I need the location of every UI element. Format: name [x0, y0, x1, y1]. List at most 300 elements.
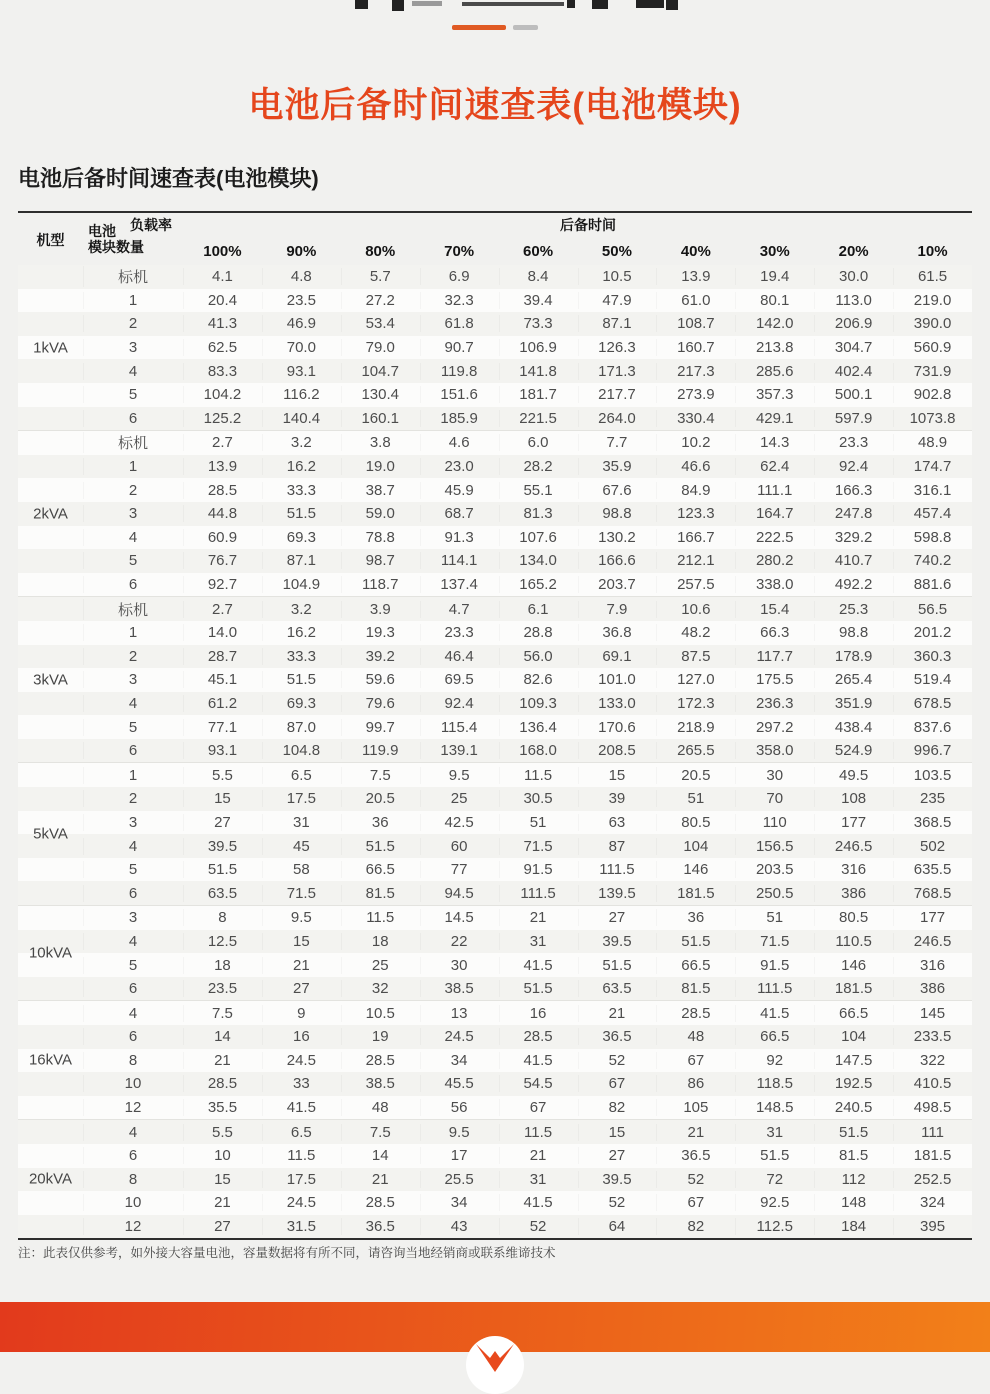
backup-time-cell: 21: [499, 1147, 578, 1164]
table-row: [18, 455, 972, 479]
backup-time-cell: 10.5: [341, 1005, 420, 1022]
backup-time-cell: 60: [420, 838, 499, 855]
backup-time-cell: 28.5: [341, 1194, 420, 1211]
backup-time-cell: 15: [578, 1124, 657, 1141]
backup-time-cell: 265.5: [656, 742, 735, 759]
percent-col-header: 20%: [838, 242, 869, 260]
backup-time-cell: 386: [814, 885, 893, 902]
header-image-fragment: [462, 2, 564, 6]
model-group: [18, 905, 972, 1000]
module-count-cell: 2: [83, 315, 183, 332]
backup-time-cell: 28.2: [499, 458, 578, 475]
backup-time-cell: 79.0: [341, 339, 420, 356]
backup-time-cell: 63.5: [183, 885, 262, 902]
model-group: [18, 762, 972, 905]
table-row: [18, 739, 972, 763]
backup-time-cell: 49.5: [814, 767, 893, 784]
backup-time-cell: 264.0: [578, 410, 657, 427]
backup-time-cell: 30.0: [814, 268, 893, 285]
table-row: [18, 289, 972, 313]
backup-time-cell: 130.4: [341, 386, 420, 403]
backup-time-cell: 92: [735, 1052, 814, 1069]
backup-time-cell: 41.5: [499, 957, 578, 974]
backup-time-cell: 142.0: [735, 315, 814, 332]
backup-time-cell: 4.7: [420, 601, 499, 618]
backup-time-cell: 41.5: [262, 1099, 341, 1116]
backup-time-cell: 36.5: [341, 1218, 420, 1235]
backup-time-cell: 67.6: [578, 482, 657, 499]
module-count-cell: 1: [83, 767, 183, 784]
backup-time-cell: 101.0: [578, 671, 657, 688]
backup-time-cell: 2.7: [183, 434, 262, 451]
backup-time-cell: 635.5: [893, 861, 972, 878]
backup-time-cell: 7.9: [578, 601, 657, 618]
percent-col-header: 10%: [917, 242, 948, 260]
backup-time-cell: 72: [735, 1171, 814, 1188]
module-count-cell: 12: [83, 1218, 183, 1235]
backup-time-cell: 126.3: [578, 339, 657, 356]
header-image-fragment: [392, 0, 404, 11]
backup-time-cell: 9.5: [262, 909, 341, 926]
module-count-cell: 标机: [83, 432, 183, 453]
backup-time-cell: 81.5: [814, 1147, 893, 1164]
backup-time-cell: 91.3: [420, 529, 499, 546]
backup-time-cell: 174.7: [893, 458, 972, 475]
backup-time-cell: 19.0: [341, 458, 420, 475]
backup-time-cell: 78.8: [341, 529, 420, 546]
backup-time-cell: 41.5: [499, 1194, 578, 1211]
percent-col-header: 90%: [286, 242, 317, 260]
battery-modules-header-line2: 模块数量: [88, 239, 144, 255]
backup-time-cell: 39.4: [499, 292, 578, 309]
backup-time-cell: 63.5: [578, 980, 657, 997]
backup-time-cell: 203.7: [578, 576, 657, 593]
model-label: 3kVA: [33, 671, 68, 689]
table-row: [18, 834, 972, 858]
backup-time-cell: 395: [893, 1218, 972, 1235]
backup-time-cell: 80.5: [656, 814, 735, 831]
backup-time-cell: 252.5: [893, 1171, 972, 1188]
backup-time-cell: 19.3: [341, 624, 420, 641]
backup-time-cell: 368.5: [893, 814, 972, 831]
backup-time-cell: 172.3: [656, 695, 735, 712]
backup-time-cell: 79.6: [341, 695, 420, 712]
model-group: [18, 596, 972, 762]
backup-time-cell: 36: [341, 814, 420, 831]
backup-time-cell: 55.1: [499, 482, 578, 499]
header-image-fragment: [636, 0, 664, 8]
backup-time-cell: 148.5: [735, 1099, 814, 1116]
backup-time-cell: 133.0: [578, 695, 657, 712]
backup-time-cell: 67: [656, 1194, 735, 1211]
backup-time-cell: 38.7: [341, 482, 420, 499]
backup-time-cell: 285.6: [735, 363, 814, 380]
backup-time-cell: 28.8: [499, 624, 578, 641]
backup-time-cell: 17: [420, 1147, 499, 1164]
backup-time-cell: 177: [893, 909, 972, 926]
backup-time-cell: 30.5: [499, 790, 578, 807]
backup-time-cell: 104: [656, 838, 735, 855]
backup-time-cell: 3.2: [262, 434, 341, 451]
backup-time-cell: 130.2: [578, 529, 657, 546]
backup-time-cell: 46.6: [656, 458, 735, 475]
backup-time-cell: 34: [420, 1194, 499, 1211]
backup-time-cell: 92.4: [420, 695, 499, 712]
backup-time-cell: 9: [262, 1005, 341, 1022]
table-row: [18, 573, 972, 597]
backup-time-cell: 12.5: [183, 933, 262, 950]
backup-time-cell: 21: [656, 1124, 735, 1141]
backup-time-cell: 246.5: [814, 838, 893, 855]
table-row: [18, 526, 972, 550]
backup-time-cell: 166.7: [656, 529, 735, 546]
model-group: [18, 1000, 972, 1119]
backup-time-cell: 33.3: [262, 482, 341, 499]
backup-time-cell: 32.3: [420, 292, 499, 309]
backup-time-cell: 139.5: [578, 885, 657, 902]
backup-time-cell: 206.9: [814, 315, 893, 332]
backup-time-cell: 329.2: [814, 529, 893, 546]
backup-time-cell: 10.5: [578, 268, 657, 285]
backup-time-cell: 304.7: [814, 339, 893, 356]
backup-time-cell: 15: [183, 1171, 262, 1188]
backup-time-cell: 502: [893, 838, 972, 855]
backup-time-cell: 52: [578, 1052, 657, 1069]
backup-time-cell: 147.5: [814, 1052, 893, 1069]
backup-time-cell: 492.2: [814, 576, 893, 593]
backup-time-cell: 107.6: [499, 529, 578, 546]
brand-logo-icon: [466, 1336, 524, 1394]
backup-time-cell: 457.4: [893, 505, 972, 522]
backup-time-cell: 170.6: [578, 719, 657, 736]
backup-time-cell: 358.0: [735, 742, 814, 759]
backup-time-cell: 273.9: [656, 386, 735, 403]
backup-time-cell: 56: [420, 1099, 499, 1116]
backup-time-cell: 236.3: [735, 695, 814, 712]
backup-time-cell: 45.1: [183, 671, 262, 688]
backup-time-cell: 112: [814, 1171, 893, 1188]
backup-time-cell: 148: [814, 1194, 893, 1211]
battery-modules-header: [88, 223, 144, 255]
backup-time-cell: 77.1: [183, 719, 262, 736]
backup-time-cell: 51: [656, 790, 735, 807]
backup-time-cell: 36.8: [578, 624, 657, 641]
backup-time-cell: 51.5: [341, 838, 420, 855]
backup-time-cell: 13.9: [183, 458, 262, 475]
backup-time-cell: 175.5: [735, 671, 814, 688]
backup-time-cell: 59.6: [341, 671, 420, 688]
backup-time-cell: 51.5: [578, 957, 657, 974]
backup-time-cell: 233.5: [893, 1028, 972, 1045]
module-count-cell: 5: [83, 552, 183, 569]
header-image-fragment: [355, 0, 368, 9]
backup-time-cell: 123.3: [656, 505, 735, 522]
carousel-dash-active[interactable]: [452, 25, 506, 30]
backup-time-cell: 60.9: [183, 529, 262, 546]
backup-time-cell: 25: [420, 790, 499, 807]
backup-time-cell: 115.4: [420, 719, 499, 736]
backup-time-cell: 17.5: [262, 790, 341, 807]
backup-time-cell: 7.5: [341, 1124, 420, 1141]
backup-time-cell: 83.3: [183, 363, 262, 380]
module-count-cell: 10: [83, 1075, 183, 1092]
backup-time-cell: 127.0: [656, 671, 735, 688]
module-count-cell: 8: [83, 1171, 183, 1188]
backup-time-cell: 39.2: [341, 648, 420, 665]
backup-time-cell: 265.4: [814, 671, 893, 688]
table-row: [18, 549, 972, 573]
backup-time-cell: 201.2: [893, 624, 972, 641]
backup-time-cell: 1073.8: [893, 410, 972, 427]
backup-time-cell: 8: [183, 909, 262, 926]
backup-time-cell: 92.7: [183, 576, 262, 593]
backup-time-cell: 146: [656, 861, 735, 878]
model-label: 16kVA: [28, 1051, 73, 1069]
backup-time-cell: 27: [578, 909, 657, 926]
backup-time-cell: 16: [262, 1028, 341, 1045]
backup-time-cell: 28.5: [183, 1075, 262, 1092]
percent-col-header: 70%: [444, 242, 475, 260]
backup-time-cell: 91.5: [735, 957, 814, 974]
table-row: [18, 1168, 972, 1192]
backup-time-cell: 524.9: [814, 742, 893, 759]
backup-time-cell: 67: [578, 1075, 657, 1092]
backup-time-cell: 23.3: [814, 434, 893, 451]
backup-time-cell: 117.7: [735, 648, 814, 665]
backup-time-cell: 36: [656, 909, 735, 926]
backup-time-cell: 33: [262, 1075, 341, 1092]
backup-time-cell: 58: [262, 861, 341, 878]
backup-time-cell: 69.3: [262, 695, 341, 712]
table-row: [18, 977, 972, 1001]
module-count-cell: 6: [83, 885, 183, 902]
backup-time-cell: 54.5: [499, 1075, 578, 1092]
backup-time-cell: 6.5: [262, 1124, 341, 1141]
table-row: [18, 1001, 972, 1025]
backup-time-cell: 3.9: [341, 601, 420, 618]
backup-time-cell: 84.9: [656, 482, 735, 499]
backup-time-cell: 171.3: [578, 363, 657, 380]
backup-time-cell: 32: [341, 980, 420, 997]
backup-time-cell: 14.5: [420, 909, 499, 926]
backup-time-cell: 38.5: [420, 980, 499, 997]
percent-col-header: 50%: [601, 242, 632, 260]
backup-time-cell: 118.5: [735, 1075, 814, 1092]
backup-time-cell: 181.7: [499, 386, 578, 403]
backup-time-cell: 11.5: [262, 1147, 341, 1164]
backup-time-cell: 240.5: [814, 1099, 893, 1116]
table-row: [18, 383, 972, 407]
backup-time-cell: 111: [893, 1124, 972, 1141]
backup-time-cell: 99.7: [341, 719, 420, 736]
backup-time-cell: 51.5: [262, 505, 341, 522]
backup-time-cell: 119.8: [420, 363, 499, 380]
backup-time-cell: 39.5: [578, 1171, 657, 1188]
backup-time-cell: 66.3: [735, 624, 814, 641]
backup-time-cell: 51.5: [183, 861, 262, 878]
table-row: [18, 1025, 972, 1049]
backup-time-cell: 46.4: [420, 648, 499, 665]
backup-time-cell: 33.3: [262, 648, 341, 665]
backup-time-cell: 146: [814, 957, 893, 974]
module-count-cell: 6: [83, 576, 183, 593]
backup-time-cell: 11.5: [499, 767, 578, 784]
backup-time-cell: 51.5: [735, 1147, 814, 1164]
backup-time-cell: 15.4: [735, 601, 814, 618]
backup-time-cell: 110.5: [814, 933, 893, 950]
backup-time-cell: 24.5: [420, 1028, 499, 1045]
backup-time-cell: 36.5: [578, 1028, 657, 1045]
backup-time-cell: 51.5: [499, 980, 578, 997]
backup-time-cell: 114.1: [420, 552, 499, 569]
backup-time-cell: 498.5: [893, 1099, 972, 1116]
table-row: [18, 811, 972, 835]
backup-time-cell: 390.0: [893, 315, 972, 332]
module-count-cell: 6: [83, 1147, 183, 1164]
backup-time-cell: 31: [499, 1171, 578, 1188]
backup-time-cell: 137.4: [420, 576, 499, 593]
backup-time-cell: 3.8: [341, 434, 420, 451]
backup-time-cell: 27: [578, 1147, 657, 1164]
backup-time-cell: 165.2: [499, 576, 578, 593]
backup-time-cell: 6.1: [499, 601, 578, 618]
backup-time-cell: 16: [499, 1005, 578, 1022]
percent-col-header: 30%: [759, 242, 790, 260]
backup-time-cell: 71.5: [262, 885, 341, 902]
backup-time-cell: 13.9: [656, 268, 735, 285]
backup-time-cell: 316.1: [893, 482, 972, 499]
backup-time-cell: 104.7: [341, 363, 420, 380]
table-row: [18, 478, 972, 502]
backup-time-cell: 77: [420, 861, 499, 878]
backup-time-cell: 61.5: [893, 268, 972, 285]
percent-col-header: 80%: [365, 242, 396, 260]
backup-time-cell: 134.0: [499, 552, 578, 569]
table-row: [18, 787, 972, 811]
module-count-cell: 6: [83, 410, 183, 427]
backup-time-cell: 109.3: [499, 695, 578, 712]
backup-time-cell: 902.8: [893, 386, 972, 403]
backup-time-cell: 87.1: [262, 552, 341, 569]
backup-time-cell: 67: [656, 1052, 735, 1069]
backup-time-cell: 98.7: [341, 552, 420, 569]
backup-time-cell: 15: [262, 933, 341, 950]
table-row: [18, 1144, 972, 1168]
backup-time-cell: 221.5: [499, 410, 578, 427]
backup-time-cell: 59.0: [341, 505, 420, 522]
backup-time-cell: 996.7: [893, 742, 972, 759]
backup-time-cell: 111.1: [735, 482, 814, 499]
backup-time-cell: 48: [656, 1028, 735, 1045]
backup-time-cell: 104.2: [183, 386, 262, 403]
module-count-cell: 标机: [83, 266, 183, 287]
backup-time-cell: 104.8: [262, 742, 341, 759]
backup-time-cell: 27.2: [341, 292, 420, 309]
backup-time-cell: 22: [420, 933, 499, 950]
backup-time-cell: 837.6: [893, 719, 972, 736]
backup-time-cell: 500.1: [814, 386, 893, 403]
backup-time-cell: 13: [420, 1005, 499, 1022]
table-row: [18, 336, 972, 360]
backup-time-cell: 98.8: [578, 505, 657, 522]
backup-time-cell: 31.5: [262, 1218, 341, 1235]
backup-time-cell: 28.5: [183, 482, 262, 499]
backup-time-cell: 105: [656, 1099, 735, 1116]
backup-time-cell: 92.5: [735, 1194, 814, 1211]
backup-time-cell: 212.1: [656, 552, 735, 569]
table-row: [18, 431, 972, 455]
backup-time-cell: 31: [735, 1124, 814, 1141]
backup-time-cell: 15: [183, 790, 262, 807]
backup-time-cell: 21: [341, 1171, 420, 1188]
backup-time-cell: 218.9: [656, 719, 735, 736]
backup-time-cell: 67: [499, 1099, 578, 1116]
carousel-dash-inactive[interactable]: [513, 25, 538, 30]
backup-time-cell: 21: [499, 909, 578, 926]
module-count-cell: 4: [83, 529, 183, 546]
backup-time-cell: 351.9: [814, 695, 893, 712]
backup-time-cell: 69.3: [262, 529, 341, 546]
backup-time-cell: 27: [183, 814, 262, 831]
backup-time-cell: 438.4: [814, 719, 893, 736]
backup-time-cell: 247.8: [814, 505, 893, 522]
backup-time-cell: 39.5: [183, 838, 262, 855]
table-row: [18, 930, 972, 954]
backup-time-cell: 166.3: [814, 482, 893, 499]
module-count-cell: 4: [83, 933, 183, 950]
backup-time-cell: 410.7: [814, 552, 893, 569]
backup-time-cell: 82: [656, 1218, 735, 1235]
backup-time-cell: 136.4: [499, 719, 578, 736]
module-count-cell: 3: [83, 339, 183, 356]
backup-time-cell: 740.2: [893, 552, 972, 569]
backup-time-cell: 21: [262, 957, 341, 974]
table-footnote: 注：此表仅供参考，如外接大容量电池，容量数据将有所不同，请咨询当地经销商或联系维谛技术: [18, 1246, 556, 1260]
backup-time-cell: 28.5: [341, 1052, 420, 1069]
table-row: [18, 502, 972, 526]
backup-time-cell: 16.2: [262, 458, 341, 475]
backup-time-cell: 113.0: [814, 292, 893, 309]
backup-time-cell: 111.5: [499, 885, 578, 902]
backup-time-header: 后备时间: [560, 217, 616, 233]
backup-time-cell: 217.3: [656, 363, 735, 380]
backup-time-cell: 25: [341, 957, 420, 974]
table-row: [18, 1120, 972, 1144]
backup-time-cell: 23.3: [420, 624, 499, 641]
backup-time-cell: 5.5: [183, 1124, 262, 1141]
backup-time-cell: 429.1: [735, 410, 814, 427]
table-header-percents: [183, 240, 972, 262]
percent-col-header: 40%: [680, 242, 711, 260]
backup-time-cell: 36.5: [656, 1147, 735, 1164]
table-row: [18, 715, 972, 739]
backup-time-cell: 10.2: [656, 434, 735, 451]
backup-time-cell: 42.5: [420, 814, 499, 831]
backup-time-cell: 51.5: [814, 1124, 893, 1141]
backup-time-cell: 219.0: [893, 292, 972, 309]
backup-time-cell: 103.5: [893, 767, 972, 784]
backup-time-cell: 316: [814, 861, 893, 878]
module-count-cell: 6: [83, 980, 183, 997]
backup-time-cell: 119.9: [341, 742, 420, 759]
module-count-cell: 6: [83, 742, 183, 759]
backup-time-cell: 18: [341, 933, 420, 950]
backup-time-cell: 39: [578, 790, 657, 807]
backup-time-cell: 31: [499, 933, 578, 950]
backup-time-cell: 15: [578, 767, 657, 784]
section-title: 电池后备时间速查表(电池模块): [18, 166, 319, 191]
backup-time-cell: 63: [578, 814, 657, 831]
